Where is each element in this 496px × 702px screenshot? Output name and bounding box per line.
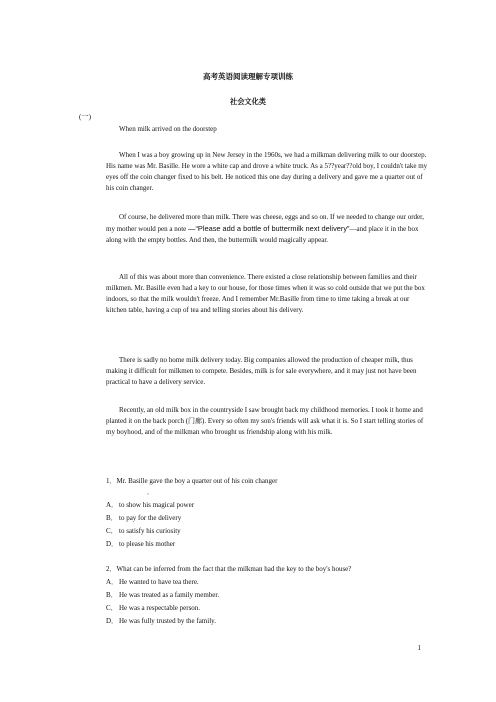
paragraph-4: There is sadly no home milk delivery today. Big companies allowed the production of cheaper milk, thus making it difficult for milkmen to compete. Besides, milk is for sale everywhere, and it may just not have been practical to have a delivery service. [106, 356, 417, 386]
document-title: 高考英语阅读理解专项训练 [203, 72, 293, 81]
question-1-option-a[interactable]: A．to show his magical power [106, 501, 195, 509]
paragraph-2-quote: —“Please add a bottle of buttermilk next delivery” [188, 224, 350, 233]
question-1-blank: ． [147, 488, 154, 496]
question-1-option-d[interactable]: D．to please his mother [106, 540, 176, 548]
paragraph-2 [106, 212, 428, 246]
paragraph-1: When I was a boy growing up in New Jersey in the 1960s, we had a milkman delivering milk to our doorstep. His name was Mr. Basille. He wore a white cap and drove a white truck. As a 5??year??old boy, I couldn't take my eyes off the coin changer fixed to his belt. He noticed this one day during a delivery and gave me a quarter out of his coin changer. [106, 151, 428, 192]
paragraph-2-part-c: —and place it in the box along with the empty bottles. And then, the buttermilk would magically appear. [106, 225, 419, 244]
question-2-option-b[interactable]: B．He was treated as a family member. [106, 591, 220, 599]
question-2-option-c[interactable]: C．He was a respectable person. [106, 604, 201, 612]
section-label: (一) [79, 113, 91, 121]
question-1-stem: 1．Mr. Basille gave the boy a quarter out of his coin changer [106, 477, 278, 485]
page-number: 1 [417, 644, 421, 652]
paragraph-2-part-a: Of course, he delivered more than milk. There was cheese, eggs and so on. If we needed to change our order, my mother would pen a note [106, 213, 424, 233]
question-2-stem: 2．What can be inferred from the fact that the milkman had the key to the boy's house? [106, 565, 352, 573]
question-2-option-d[interactable]: D．He was fully trusted by the family. [106, 617, 216, 625]
question-1-option-b[interactable]: B．to pay for the delivery [106, 514, 182, 522]
paragraph-3: All of this was about more than convenience. There existed a close relationship between families and their milkmen. Mr. Basille even had a key to our house, for those times when it was so cold outside that we put the box indoors, so that the milk wouldn't freeze. And I remember Mr.Basille from time to time taking a break at our kitchen table, having a cup of tea and telling stories about his delivery. [106, 273, 425, 314]
paragraph-5: Recently, an old milk box in the countryside I saw brought back my childhood memories. I took it home and planted it on the back porch (门廊). Every so often my son's friends will ask what it is. So I start telling stories of my boyhood, and of the milkman who brought us friendship along with his milk. [106, 406, 424, 436]
question-1-option-c[interactable]: C．to satisfy his curiosity [106, 527, 181, 535]
question-2-option-a[interactable]: A．He wanted to have tea there. [106, 578, 199, 586]
document-subtitle: 社会文化类 [230, 98, 266, 106]
passage-heading: When milk arrived on the doorstep [119, 125, 217, 133]
